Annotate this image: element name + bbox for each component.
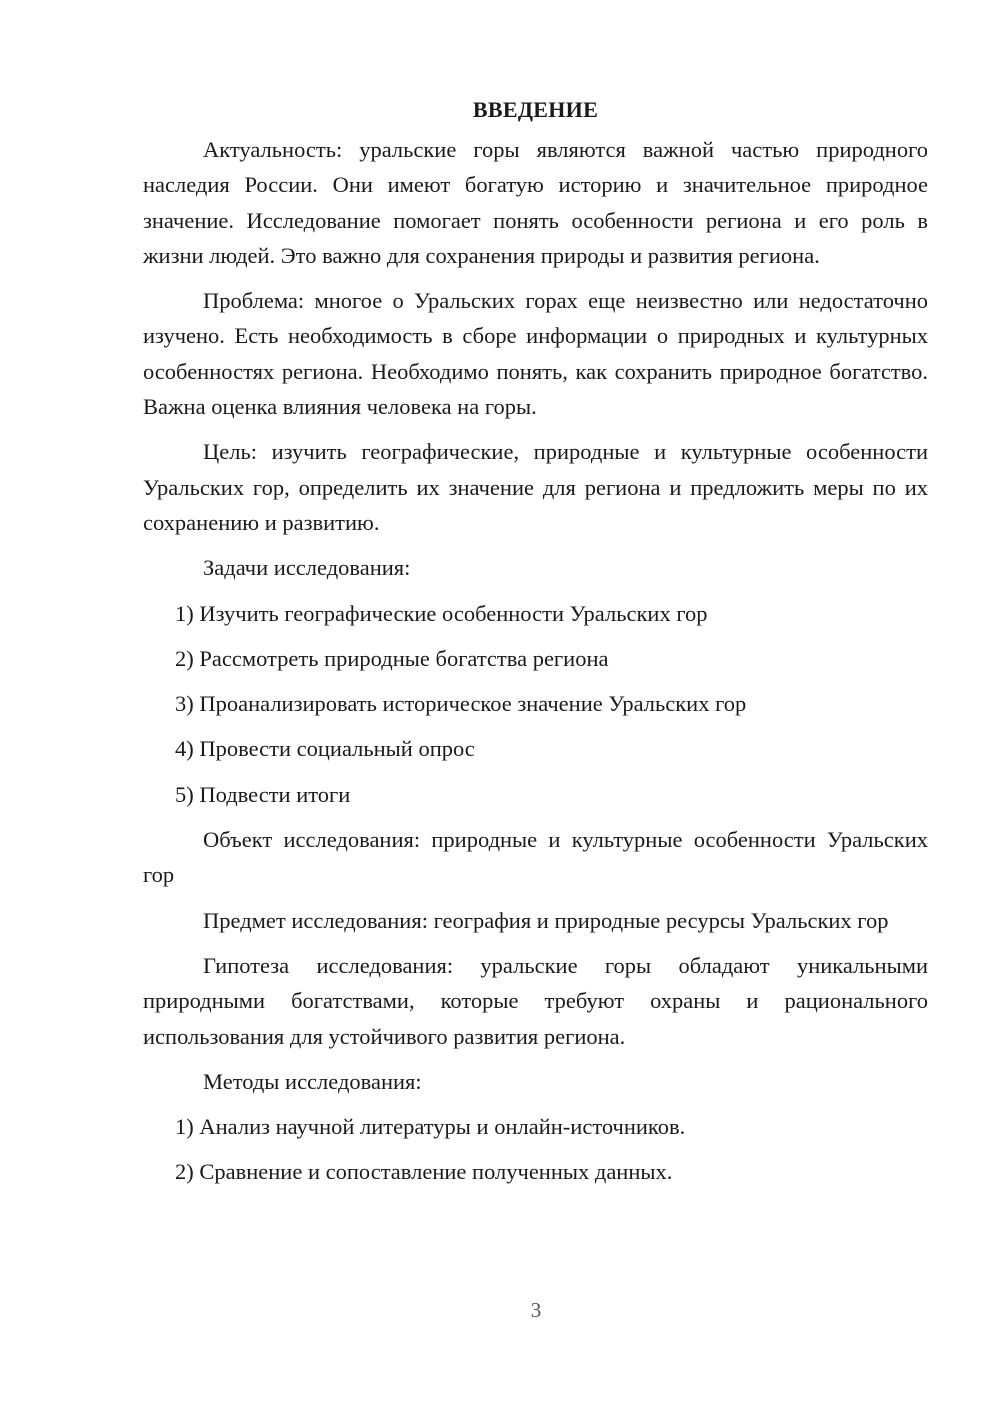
- task-item: 1) Изучить географические особенности Уральских гор: [175, 600, 708, 626]
- page-number: 3: [530, 1298, 542, 1322]
- relevance-paragraph: Актуальность: уральские горы являются важной частью природного наследия России. Они имеют богатую историю и значительное природное значение. Исследование помогает понять особенности региона и его роль в жизни людей. Это важно для сохранения природы и развития региона.: [143, 137, 928, 268]
- problem-paragraph: Проблема: многое о Уральских горах еще неизвестно или недостаточно изучено. Есть необходимость в сборе информации о природных и культурных особенностях региона. Необходимо понять, как сохранить природное богатство. Важна оценка влияния человека на горы.: [143, 288, 928, 420]
- object-paragraph: Объект исследования: природные и культурные особенности Уральских гор: [143, 827, 928, 888]
- methods-heading: Методы исследования:: [203, 1068, 422, 1094]
- task-item: 5) Подвести итоги: [175, 781, 351, 807]
- task-item: 3) Проанализировать историческое значение Уральских гор: [175, 691, 747, 717]
- hypothesis-paragraph: Гипотеза исследования: уральские горы обладают уникальными природными богатствами, которые требуют охраны и рационального использования для устойчивого развития региона.: [143, 952, 928, 1049]
- task-item: 4) Провести социальный опрос: [175, 736, 475, 762]
- section-heading: ВВЕДЕНИЕ: [472, 97, 599, 122]
- task-item: 2) Рассмотреть природные богатства региона: [175, 645, 609, 671]
- tasks-heading: Задачи исследования:: [203, 555, 411, 581]
- subject-paragraph: Предмет исследования: география и природные ресурсы Уральских гор: [203, 907, 889, 933]
- goal-paragraph: Цель: изучить географические, природные и культурные особенности Уральских гор, определить их значение для региона и предложить меры по их сохранению и развитию.: [143, 439, 928, 535]
- method-item: 2) Сравнение и сопоставление полученных данных.: [175, 1159, 673, 1185]
- method-item: 1) Анализ научной литературы и онлайн-источников.: [175, 1114, 686, 1140]
- document-page: [143, 92, 928, 1190]
